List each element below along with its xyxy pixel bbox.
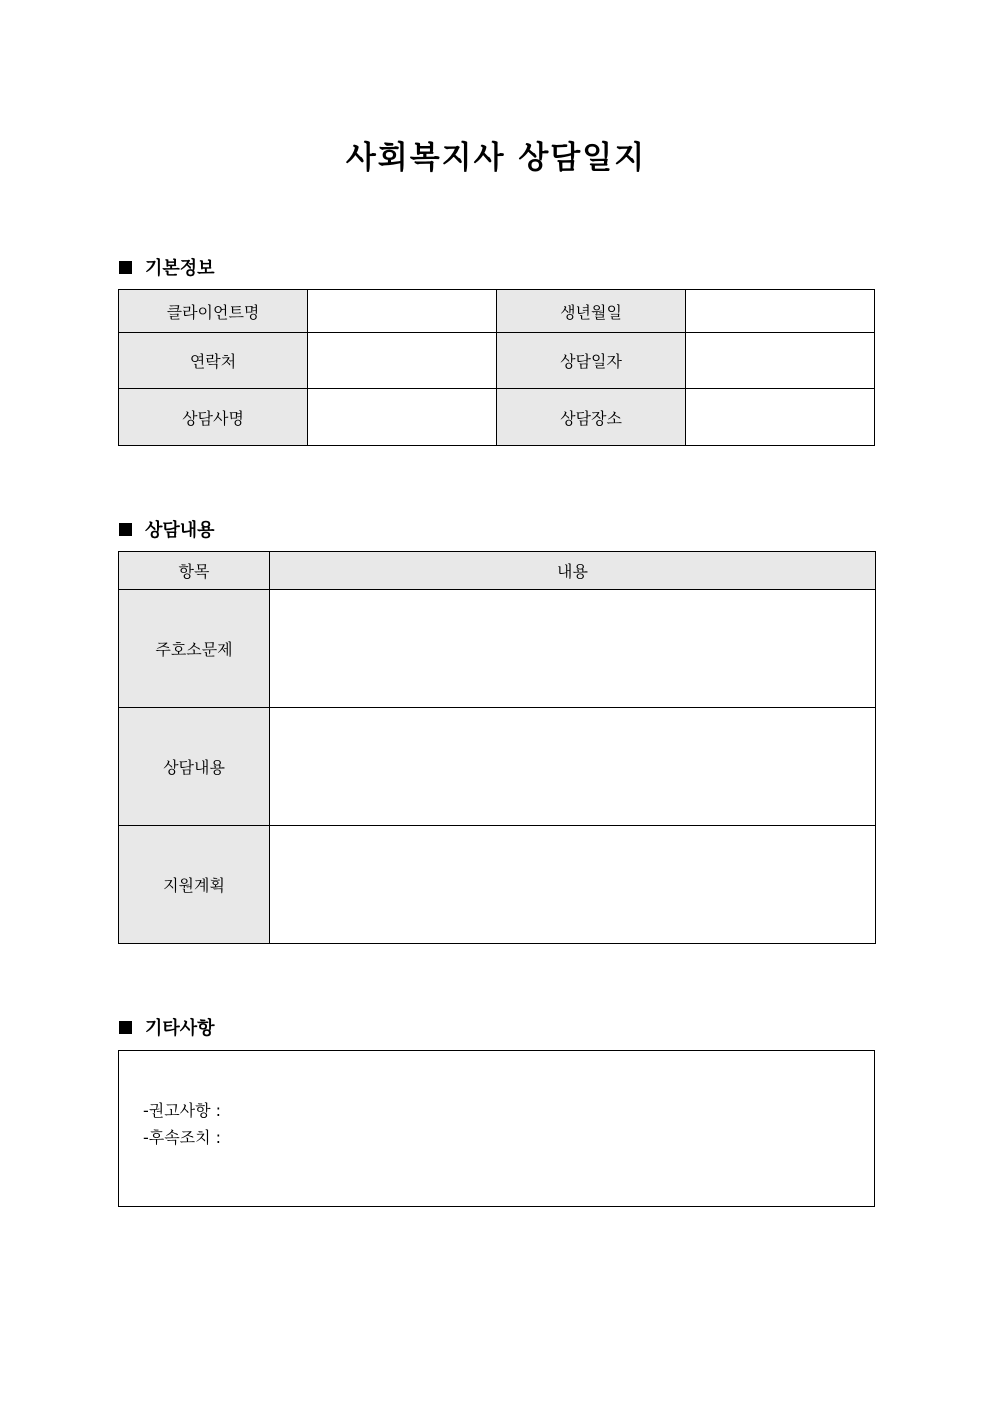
label-support-plan: 지원계획 bbox=[119, 826, 270, 944]
square-bullet-icon bbox=[119, 523, 132, 536]
other-notes-box[interactable] bbox=[118, 1050, 875, 1207]
label-counselor-name: 상담사명 bbox=[119, 389, 308, 446]
square-bullet-icon bbox=[119, 1021, 132, 1034]
label-contact: 연락처 bbox=[119, 333, 308, 389]
table-row bbox=[119, 389, 875, 446]
table-row bbox=[119, 333, 875, 389]
label-client-name: 클라이언트명 bbox=[119, 290, 308, 333]
counsel-table bbox=[118, 551, 876, 944]
other-heading-text: 기타사항 bbox=[145, 1018, 215, 1039]
field-birth-date[interactable] bbox=[686, 290, 875, 333]
label-counsel-place: 상담장소 bbox=[497, 389, 686, 446]
field-contact[interactable] bbox=[308, 333, 497, 389]
counsel-heading bbox=[119, 516, 215, 542]
field-counsel-date[interactable] bbox=[686, 333, 875, 389]
basic-info-table bbox=[118, 289, 875, 446]
recommendation-line: -권고사항 : bbox=[143, 1101, 222, 1120]
label-counsel-content: 상담내용 bbox=[119, 708, 270, 826]
table-row bbox=[119, 590, 876, 708]
table-header-row bbox=[119, 552, 876, 590]
field-counsel-content[interactable] bbox=[270, 708, 876, 826]
field-main-complaint[interactable] bbox=[270, 590, 876, 708]
counsel-heading-text: 상담내용 bbox=[145, 520, 215, 541]
header-content: 내용 bbox=[270, 552, 876, 590]
header-item: 항목 bbox=[119, 552, 270, 590]
label-main-complaint: 주호소문제 bbox=[119, 590, 270, 708]
square-bullet-icon bbox=[119, 261, 132, 274]
page-title: 사회복지사 상담일지 bbox=[345, 140, 647, 176]
field-client-name[interactable] bbox=[308, 290, 497, 333]
basic-info-heading-text: 기본정보 bbox=[145, 258, 215, 279]
field-support-plan[interactable] bbox=[270, 826, 876, 944]
label-birth-date: 생년월일 bbox=[497, 290, 686, 333]
table-row bbox=[119, 708, 876, 826]
table-row bbox=[119, 290, 875, 333]
label-counsel-date: 상담일자 bbox=[497, 333, 686, 389]
follow-up-line: -후속조치 : bbox=[143, 1128, 222, 1147]
field-counsel-place[interactable] bbox=[686, 389, 875, 446]
table-row bbox=[119, 826, 876, 944]
other-heading bbox=[119, 1014, 215, 1040]
basic-info-heading bbox=[119, 254, 215, 280]
field-counselor-name[interactable] bbox=[308, 389, 497, 446]
